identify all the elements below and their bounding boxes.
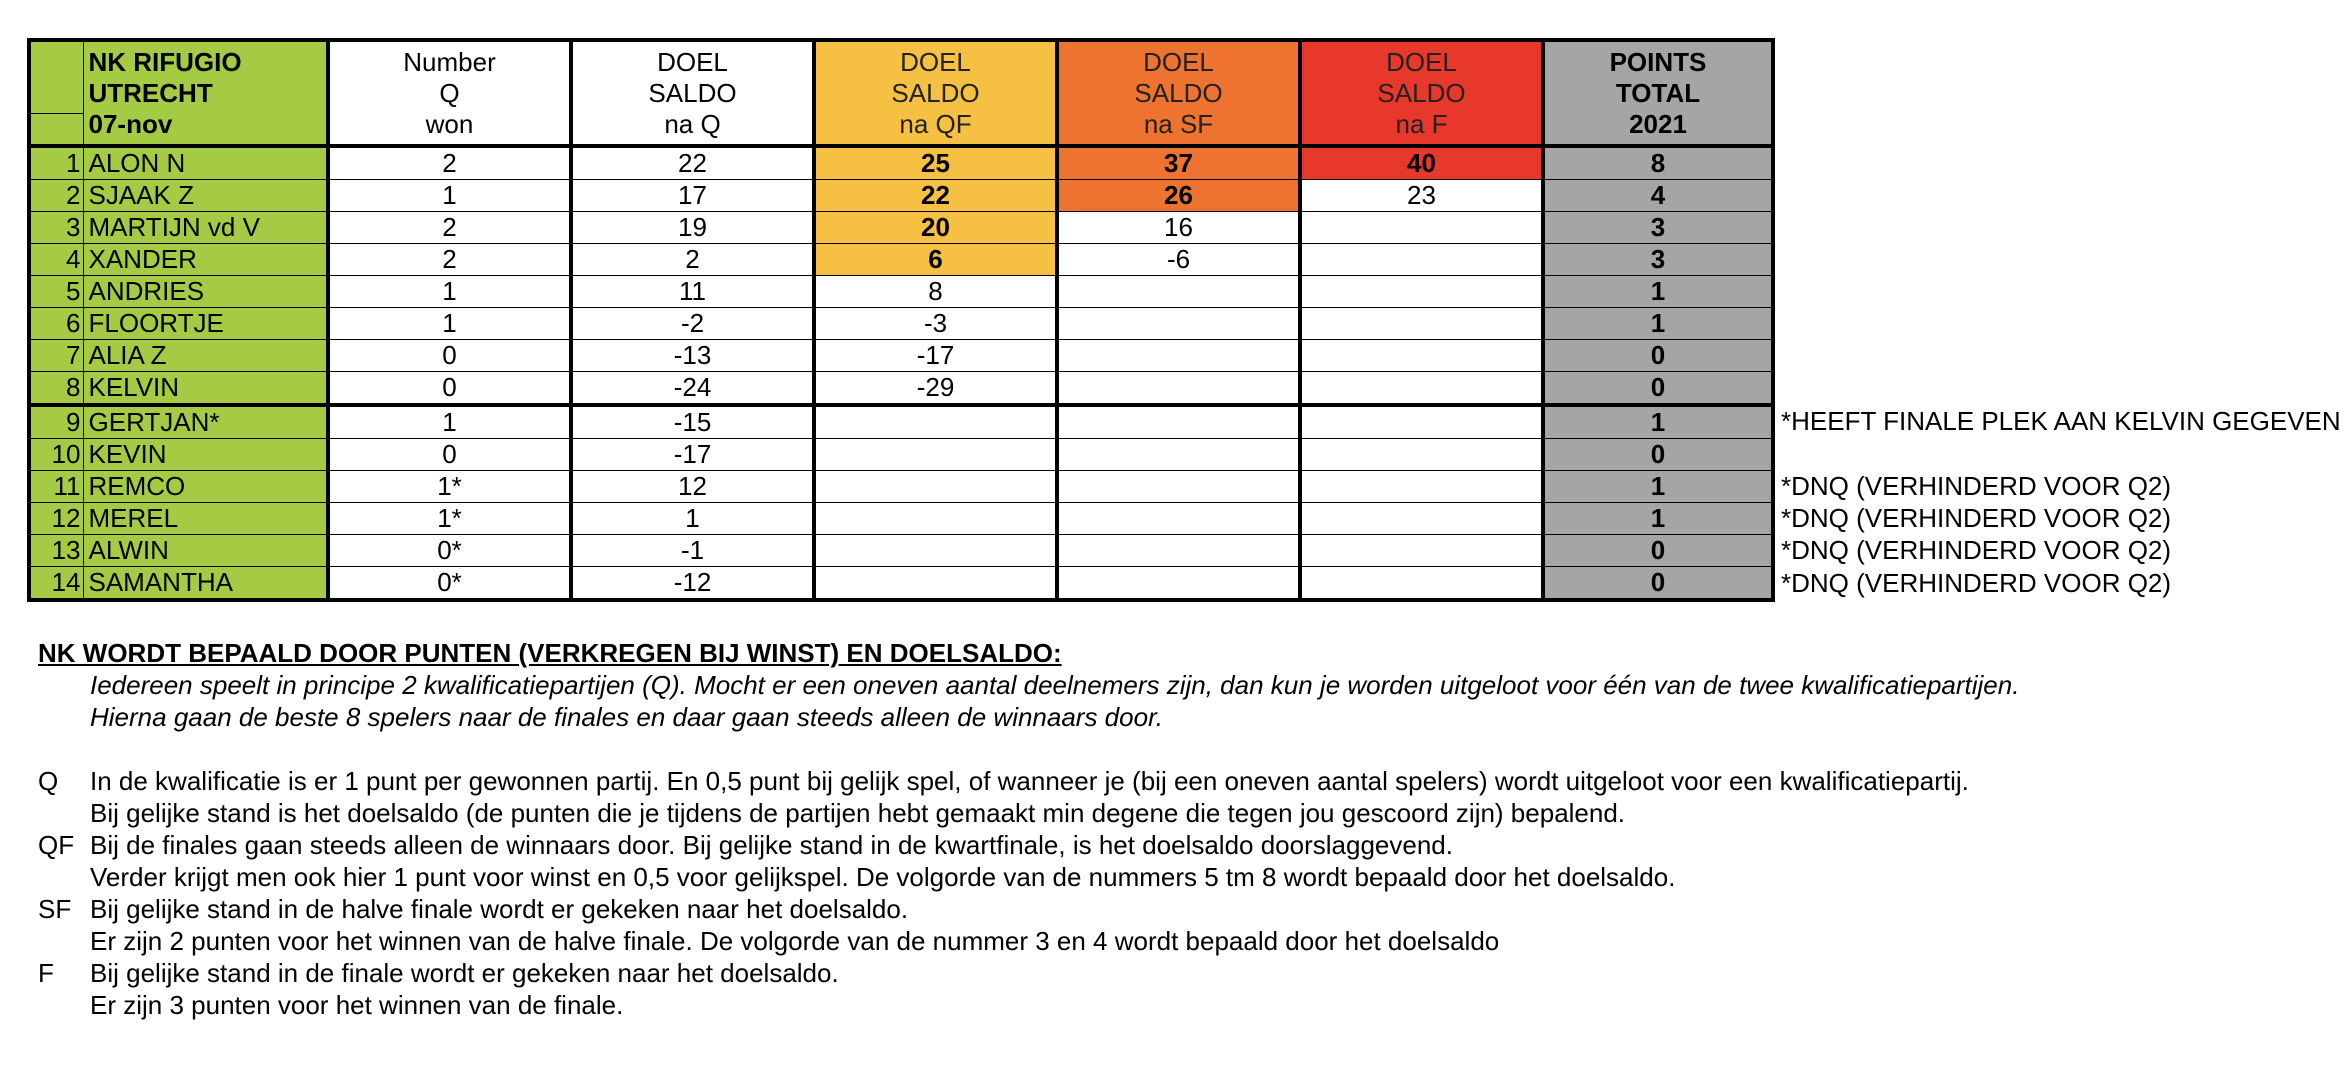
saldo-f-cell — [1300, 471, 1543, 503]
saldo-qf-cell: -29 — [814, 372, 1057, 406]
saldo-f-cell — [1300, 308, 1543, 340]
standings-table — [27, 38, 1775, 602]
saldo-q-cell: 12 — [571, 471, 814, 503]
points-cell: 0 — [1543, 340, 1773, 372]
q-won-cell: 0* — [328, 535, 571, 567]
player-name: ANDRIES — [83, 276, 328, 308]
q-won-cell: 0* — [328, 567, 571, 601]
saldo-f-cell — [1300, 340, 1543, 372]
rule-lines — [90, 893, 1499, 957]
rule-line: Er zijn 2 punten voor het winnen van de halve finale. De volgorde van de nummer 3 en 4 wordt bepaald door het doelsaldo — [90, 926, 1500, 956]
col-header-line: na Q — [664, 108, 721, 139]
saldo-qf-cell: 25 — [814, 146, 1057, 180]
player-name: MARTIJN vd V — [83, 212, 328, 244]
table-row — [29, 372, 1773, 406]
table-row — [29, 503, 1773, 535]
points-cell: 0 — [1543, 567, 1773, 601]
rules-list — [38, 765, 2328, 1021]
col-header-line: DOEL — [900, 46, 971, 77]
points-cell: 1 — [1543, 276, 1773, 308]
table-row — [29, 567, 1773, 601]
col-header-line: SALDO — [648, 77, 737, 108]
saldo-qf-cell — [814, 567, 1057, 601]
table-row — [29, 308, 1773, 340]
rule-lines — [90, 957, 839, 1021]
saldo-sf-cell: 37 — [1057, 146, 1300, 180]
q-won-cell: 1* — [328, 471, 571, 503]
saldo-sf-cell — [1057, 340, 1300, 372]
points-cell: 0 — [1543, 372, 1773, 406]
col-header-saldo-sf — [1057, 40, 1300, 146]
event-title-line: NK RIFUGIO — [88, 46, 242, 77]
q-won-cell: 1 — [328, 180, 571, 212]
row-note: *HEEFT FINALE PLEK AAN KELVIN GEGEVEN — [1781, 406, 2341, 437]
saldo-q-cell: -17 — [571, 439, 814, 471]
rule-line: In de kwalificatie is er 1 punt per gewonnen partij. En 0,5 punt bij gelijk spel, of wanneer je (bij een oneven aantal spelers) wordt uitgeloot voor een kwalificatiepartij. — [90, 766, 1969, 796]
table-row — [29, 146, 1773, 180]
saldo-qf-cell: 22 — [814, 180, 1057, 212]
rule-line: Bij gelijke stand is het doelsaldo (de punten die je tijdens de partijen hebt gemaakt min degene die tegen jou gescoord zijn) bepalend. — [90, 798, 1626, 828]
saldo-f-cell — [1300, 439, 1543, 471]
col-header-line: Q — [439, 77, 460, 108]
q-won-cell: 1 — [328, 276, 571, 308]
player-name: ALON N — [83, 146, 328, 180]
table-row — [29, 212, 1773, 244]
rule-line: Bij gelijke stand in de finale wordt er gekeken naar het doelsaldo. — [90, 958, 839, 988]
col-header-q-won — [328, 40, 571, 146]
saldo-sf-cell — [1057, 276, 1300, 308]
q-won-cell: 0 — [328, 439, 571, 471]
rank-cell: 6 — [29, 308, 83, 340]
saldo-f-cell: 23 — [1300, 180, 1543, 212]
col-header-line: DOEL — [1386, 46, 1457, 77]
rank-cell: 2 — [29, 180, 83, 212]
rule-line: Bij de finales gaan steeds alleen de winnaars door. Bij gelijke stand in de kwartfinale, is het doelsaldo doorslaggevend. — [90, 830, 1453, 860]
saldo-q-cell: 19 — [571, 212, 814, 244]
saldo-f-cell — [1300, 212, 1543, 244]
col-header-line: 2021 — [1629, 108, 1687, 139]
saldo-q-cell: 17 — [571, 180, 814, 212]
saldo-f-cell — [1300, 276, 1543, 308]
player-name: SJAAK Z — [83, 180, 328, 212]
saldo-sf-cell — [1057, 308, 1300, 340]
row-note: *DNQ (VERHINDERD VOOR Q2) — [1781, 503, 2172, 533]
saldo-q-cell: -12 — [571, 567, 814, 601]
points-cell: 1 — [1543, 308, 1773, 340]
q-won-cell: 2 — [328, 212, 571, 244]
rank-cell: 13 — [29, 535, 83, 567]
event-date: 07-nov — [88, 108, 173, 139]
saldo-qf-cell: 6 — [814, 244, 1057, 276]
points-cell: 4 — [1543, 180, 1773, 212]
saldo-q-cell: -15 — [571, 405, 814, 439]
q-won-cell: 0 — [328, 372, 571, 406]
rank-cell: 8 — [29, 372, 83, 406]
rule-key: QF — [38, 830, 75, 860]
saldo-sf-cell — [1057, 503, 1300, 535]
rule-key: SF — [38, 894, 72, 924]
col-header-line: DOEL — [1143, 46, 1214, 77]
col-header-saldo-qf — [814, 40, 1057, 146]
saldo-qf-cell: -3 — [814, 308, 1057, 340]
saldo-qf-cell — [814, 471, 1057, 503]
rank-cell: 7 — [29, 340, 83, 372]
row-note: *DNQ (VERHINDERD VOOR Q2) — [1781, 471, 2172, 501]
saldo-sf-cell — [1057, 471, 1300, 503]
table-row — [29, 439, 1773, 471]
rules-intro-line: Iedereen speelt in principe 2 kwalificatiepartijen (Q). Mocht er een oneven aantal deelnemers zijn, dan kun je worden uitgeloot voor één van de twee kwalificatiepartijen. — [90, 670, 2020, 700]
points-cell: 0 — [1543, 535, 1773, 567]
rules-intro — [38, 669, 2328, 733]
saldo-q-cell: -24 — [571, 372, 814, 406]
rules-section — [38, 637, 2328, 1021]
q-won-cell: 2 — [328, 146, 571, 180]
player-name: SAMANTHA — [83, 567, 328, 601]
saldo-qf-cell — [814, 535, 1057, 567]
saldo-q-cell: -1 — [571, 535, 814, 567]
rank-cell: 12 — [29, 503, 83, 535]
event-title — [83, 40, 328, 146]
table-row — [29, 535, 1773, 567]
points-cell: 8 — [1543, 146, 1773, 180]
event-title-line: UTRECHT — [88, 77, 213, 108]
header-row — [29, 40, 1773, 146]
rank-cell: 3 — [29, 212, 83, 244]
q-won-cell: 1* — [328, 503, 571, 535]
rank-cell: 1 — [29, 146, 83, 180]
saldo-f-cell — [1300, 405, 1543, 439]
rank-cell: 5 — [29, 276, 83, 308]
col-header-line: SALDO — [1377, 77, 1466, 108]
saldo-sf-cell — [1057, 372, 1300, 406]
rank-cell: 14 — [29, 567, 83, 601]
rules-title: NK WORDT BEPAALD DOOR PUNTEN (VERKREGEN BIJ WINST) EN DOELSALDO: — [38, 638, 1062, 668]
saldo-f-cell — [1300, 372, 1543, 406]
saldo-q-cell: 2 — [571, 244, 814, 276]
player-name: FLOORTJE — [83, 308, 328, 340]
col-header-points — [1543, 40, 1773, 146]
rule-key: Q — [38, 766, 59, 796]
rank-cell: 4 — [29, 244, 83, 276]
col-header-line: won — [425, 108, 474, 139]
q-won-cell: 1 — [328, 405, 571, 439]
saldo-qf-cell — [814, 503, 1057, 535]
points-cell: 0 — [1543, 439, 1773, 471]
rule-line: Bij gelijke stand in de halve finale wordt er gekeken naar het doelsaldo. — [90, 894, 909, 924]
saldo-qf-cell: -17 — [814, 340, 1057, 372]
saldo-qf-cell: 20 — [814, 212, 1057, 244]
rule-item — [38, 829, 2328, 893]
saldo-f-cell — [1300, 567, 1543, 601]
col-header-saldo-f — [1300, 40, 1543, 146]
saldo-f-cell: 40 — [1300, 146, 1543, 180]
rule-line: Verder krijgt men ook hier 1 punt voor winst en 0,5 voor gelijkspel. De volgorde van de nummers 5 tm 8 wordt bepaald door het doelsaldo. — [90, 862, 1676, 892]
col-header-line: na SF — [1143, 108, 1214, 139]
saldo-f-cell — [1300, 244, 1543, 276]
saldo-sf-cell — [1057, 439, 1300, 471]
rule-item — [38, 957, 2328, 1021]
rule-line: Er zijn 3 punten voor het winnen van de finale. — [90, 990, 624, 1020]
col-header-line: SALDO — [891, 77, 980, 108]
header-rank-cell — [29, 40, 83, 146]
table-row — [29, 244, 1773, 276]
table-row — [29, 180, 1773, 212]
points-cell: 1 — [1543, 405, 1773, 439]
rank-cell: 11 — [29, 471, 83, 503]
col-header-line: TOTAL — [1615, 77, 1701, 108]
q-won-cell: 0 — [328, 340, 571, 372]
saldo-qf-cell: 8 — [814, 276, 1057, 308]
rank-cell: 10 — [29, 439, 83, 471]
saldo-qf-cell — [814, 439, 1057, 471]
table-row — [29, 405, 1773, 439]
player-name: XANDER — [83, 244, 328, 276]
col-header-line: DOEL — [657, 46, 728, 77]
points-cell: 3 — [1543, 244, 1773, 276]
saldo-sf-cell — [1057, 567, 1300, 601]
row-note: *DNQ (VERHINDERD VOOR Q2) — [1781, 535, 2172, 565]
rule-key: F — [38, 958, 54, 988]
saldo-sf-cell — [1057, 405, 1300, 439]
player-name: GERTJAN* — [83, 405, 328, 439]
saldo-f-cell — [1300, 503, 1543, 535]
saldo-q-cell: -2 — [571, 308, 814, 340]
col-header-line: na F — [1395, 108, 1448, 139]
q-won-cell: 1 — [328, 308, 571, 340]
saldo-sf-cell: 16 — [1057, 212, 1300, 244]
saldo-q-cell: -13 — [571, 340, 814, 372]
saldo-sf-cell: -6 — [1057, 244, 1300, 276]
player-name: KELVIN — [83, 372, 328, 406]
player-name: KEVIN — [83, 439, 328, 471]
rules-intro-line: Hierna gaan de beste 8 spelers naar de finales en daar gaan steeds alleen de winnaars door. — [90, 702, 1163, 732]
col-header-saldo-q — [571, 40, 814, 146]
table-row — [29, 471, 1773, 503]
saldo-f-cell — [1300, 535, 1543, 567]
rule-lines — [90, 765, 1969, 829]
rank-cell: 9 — [29, 405, 83, 439]
rule-item — [38, 765, 2328, 829]
col-header-line: na QF — [899, 108, 972, 139]
player-name: ALWIN — [83, 535, 328, 567]
table-row — [29, 340, 1773, 372]
rule-item — [38, 893, 2328, 957]
player-name: REMCO — [83, 471, 328, 503]
rule-lines — [90, 829, 1675, 893]
player-name: MEREL — [83, 503, 328, 535]
col-header-line: SALDO — [1134, 77, 1223, 108]
points-cell: 3 — [1543, 212, 1773, 244]
saldo-sf-cell: 26 — [1057, 180, 1300, 212]
row-note: *DNQ (VERHINDERD VOOR Q2) — [1781, 567, 2172, 598]
saldo-qf-cell — [814, 405, 1057, 439]
col-header-line: POINTS — [1609, 46, 1707, 77]
saldo-q-cell: 22 — [571, 146, 814, 180]
col-header-line: Number — [403, 46, 496, 77]
table-row — [29, 276, 1773, 308]
player-name: ALIA Z — [83, 340, 328, 372]
saldo-q-cell: 1 — [571, 503, 814, 535]
q-won-cell: 2 — [328, 244, 571, 276]
points-cell: 1 — [1543, 471, 1773, 503]
saldo-sf-cell — [1057, 535, 1300, 567]
saldo-q-cell: 11 — [571, 276, 814, 308]
points-cell: 1 — [1543, 503, 1773, 535]
